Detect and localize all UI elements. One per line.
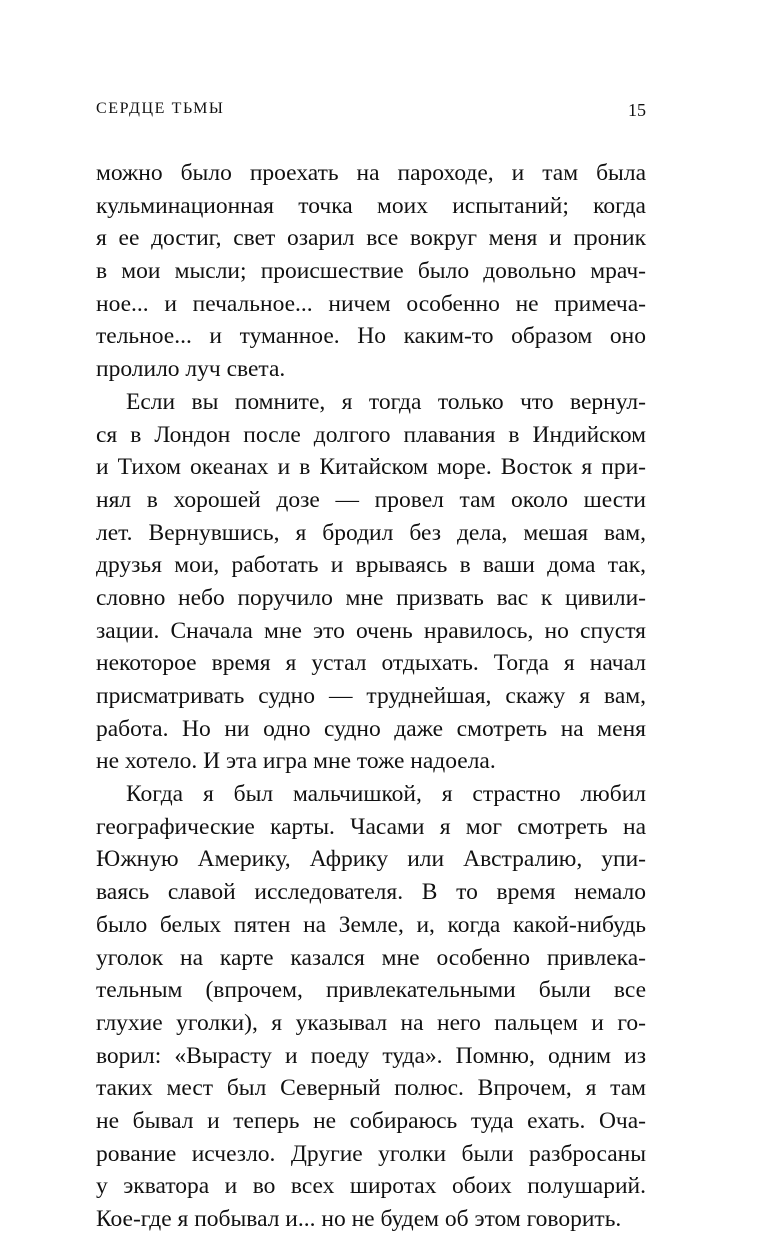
text-line: Южную Америку, Африку или Австралию, упи- bbox=[96, 846, 646, 873]
text-line: ся в Лондон после долгого плавания в Индийском bbox=[96, 421, 646, 448]
text-line: Кое-где я побывал и... но не будем об этом говорить. bbox=[96, 1206, 622, 1232]
text-line: пролило луч света. bbox=[96, 356, 286, 383]
text-line: я ее достиг, свет озарил все вокруг меня и проник bbox=[96, 225, 646, 252]
text-line: Когда я был мальчишкой, я страстно любил bbox=[126, 781, 646, 808]
body-text bbox=[96, 157, 646, 1236]
text-line: географические карты. Часами я мог смотреть на bbox=[96, 813, 646, 840]
text-line: друзья мои, работать и врываясь в ваши дома так, bbox=[96, 552, 646, 579]
text-line: таких мест был Северный полюс. Впрочем, я там bbox=[96, 1075, 646, 1102]
text-line: тельное... и туманное. Но каким-то образом оно bbox=[96, 323, 646, 350]
text-line: присматривать судно — труднейшая, скажу я вам, bbox=[96, 683, 646, 709]
text-line: ное... и печальное... ничем особенно не примеча- bbox=[96, 290, 646, 317]
text-line: глухие уголки), я указывал на него пальцем и го- bbox=[96, 1009, 646, 1036]
text-line: ворил: «Вырасту и поеду туда». Помню, одним из bbox=[96, 1042, 646, 1069]
text-line: в мои мысли; происшествие было довольно мрач- bbox=[96, 258, 646, 285]
text-line: у экватора и во всех широтах обоих полушарий. bbox=[96, 1173, 646, 1200]
text-line: зации. Сначала мне это очень нравилось, но спустя bbox=[96, 617, 646, 644]
text-line: ваясь славой исследователя. В то время немало bbox=[96, 879, 646, 906]
text-line: лет. Вернувшись, я бродил без дела, мешая вам, bbox=[96, 519, 646, 546]
text-line: уголок на карте казался мне особенно привлека- bbox=[96, 944, 646, 971]
text-line: было белых пятен на Земле, и, когда какой-нибудь bbox=[96, 911, 646, 938]
text-line: не хотело. И эта игра мне тоже надоела. bbox=[96, 748, 496, 775]
text-line: Если вы помните, я тогда только что вернул- bbox=[126, 388, 646, 415]
text-line: словно небо поручило мне призвать вас к цивили- bbox=[96, 584, 646, 611]
text-line: нял в хорошей дозе — провел там около шести bbox=[96, 486, 646, 513]
page-number: 15 bbox=[628, 100, 646, 120]
text-line: кульминационная точка моих испытаний; когда bbox=[96, 192, 646, 219]
text-line: можно было проехать на пароходе, и там была bbox=[96, 160, 646, 186]
running-title: СЕРДЦЕ ТЬМЫ bbox=[96, 100, 225, 117]
text-line: рование исчезло. Другие уголки были разбросаны bbox=[96, 1140, 646, 1167]
text-line: тельным (впрочем, привлекательными были все bbox=[96, 977, 646, 1004]
text-line: не бывал и теперь не собираюсь туда ехать. Оча- bbox=[96, 1107, 646, 1134]
text-line: и Тихом океанах и в Китайском море. Восток я при- bbox=[96, 454, 646, 481]
running-header bbox=[96, 100, 646, 126]
text-line: некоторое время я устал отдыхать. Тогда я начал bbox=[96, 650, 646, 677]
text-line: работа. Но ни одно судно даже смотреть на меня bbox=[96, 715, 646, 742]
